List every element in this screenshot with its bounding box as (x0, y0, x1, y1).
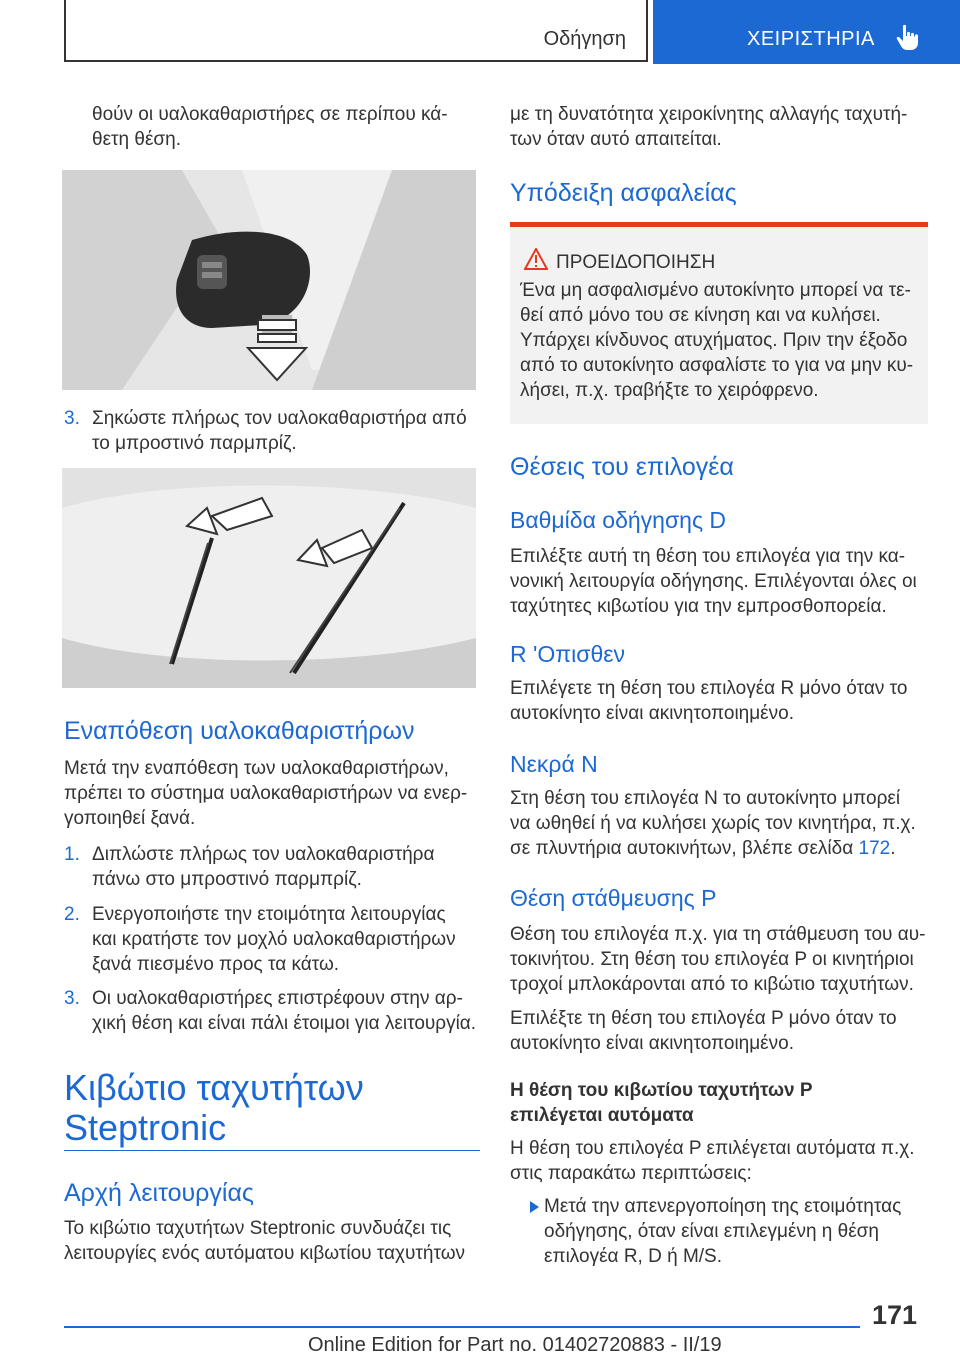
r-paragraph: Επιλέγετε τη θέση του επιλογέα R μόνο όταν το αυτοκίνητο είναι ακινητοποιημένο. (510, 678, 908, 724)
wipers-raised-figure (62, 468, 476, 688)
steptronic-chapter-title: Κιβώτιο ταχυτήτων Steptronic (64, 1067, 364, 1148)
deposit-step-2: 2. Ενεργοποιήστε την ετοιμότητα λειτουργίας και κρατήστε τον μοχλό υαλοκαθαριστήρων ξανά πιεσμένο προς τα κάτω. (64, 904, 456, 975)
p-paragraph-2: Επιλέξτε τη θέση του επιλογέα P μόνο όταν το αυτοκίνητο είναι ακινητοποιημένο. (510, 1008, 897, 1054)
step-number: 3. (64, 408, 80, 429)
deposit-heading: Εναπόθεση υαλοκαθαριστήρων (64, 717, 415, 745)
deposit-paragraph: Μετά την εναπόθεση των υαλοκαθαριστήρων, πρέπει το σύστημα υαλοκαθαριστήρων να ενερ- γοποιηθεί ξανά. (64, 758, 468, 829)
right-continuation: με τη δυνατότητα χειροκίνητης αλλαγής ταχυτή- των όταν αυτό απαιτείται. (510, 104, 908, 150)
hand-pointer-icon (893, 22, 923, 52)
bullet-item: Μετά την απενεργοποίηση της ετοιμότητας οδήγησης, όταν είναι επιλεγμένη η θέση επιλογέα R, D ή M/S. (510, 1194, 928, 1269)
step-number: 1. (64, 844, 80, 865)
r-heading-wrap (510, 640, 928, 668)
chapter-tab[interactable] (653, 0, 960, 64)
reverse-r-heading: R 'Οπισθεν (510, 641, 625, 667)
d-paragraph: Επιλέξτε αυτή τη θέση του επιλογέα για την κα- νονική λειτουργία οδήγησης. Επιλέγονται όλες οι ταχύτητες κιβωτίου για την εμπροσθοπορεία. (510, 546, 917, 617)
deposit-section (64, 716, 480, 746)
warning-triangle-icon (524, 248, 548, 270)
section-label: Οδήγηση (543, 28, 626, 50)
step-number: 3. (64, 988, 80, 1009)
section-header-box (64, 0, 648, 62)
neutral-n-heading: Νεκρά N (510, 751, 598, 777)
warning-bar (510, 222, 928, 227)
p-heading-wrap (510, 884, 928, 912)
wiper-sensor-figure (62, 170, 476, 390)
chapter-tab-label: ΧΕΙΡΙΣΤΗΡΙΑ (747, 28, 875, 50)
n-paragraph: Στη θέση του επιλογέα N το αυτοκίνητο μπορεί να ωθηθεί ή να κυλήσει χωρίς τον κινητήρα, π.χ. σε πλυντήρια αυτοκινήτων, βλέπε σελίδα 172. (510, 788, 916, 859)
step-3-lift: 3. Σηκώστε πλήρως τον υαλοκαθαριστήρα από το μπροστινό παρμπρίζ. (64, 408, 467, 454)
page-number: 171 (872, 1300, 918, 1330)
auto-p-heading: Η θέση του κιβωτίου ταχυτήτων P επιλέγεται αυτόματα (510, 1080, 813, 1126)
page-header (0, 0, 960, 64)
p-paragraph: Θέση του επιλογέα π.χ. για τη στάθμευση του αυ- τοκινήτου. Στη θέση του επιλογέα P οι κινητήριοι τροχοί μπλοκάρονται από το κιβώτιο ταχυτήτων. (510, 924, 926, 995)
n-heading-wrap (510, 750, 928, 778)
safety-heading-wrap (510, 178, 928, 208)
positions-heading: Θέσεις του επιλογέα (510, 453, 734, 481)
safety-heading: Υπόδειξη ασφαλείας (510, 179, 737, 207)
warning-box (510, 222, 928, 424)
deposit-step-1: 1. Διπλώστε πλήρως τον υαλοκαθαριστήρα πάνω στο μπροστινό παρμπρίζ. (64, 844, 435, 890)
auto-p-paragraph: Η θέση του επιλογέα P επιλέγεται αυτόματα π.χ. στις παρακάτω περιπτώσεις: (510, 1138, 915, 1184)
warning-title: ΠΡΟΕΙΔΟΠΟΙΗΣΗ (556, 252, 716, 273)
principle-heading: Αρχή λειτουργίας (64, 1179, 254, 1207)
d-heading-wrap (510, 506, 928, 534)
bullet-triangle-icon (530, 1201, 539, 1213)
wipers-illustration (62, 468, 476, 688)
principle-heading-wrap (64, 1178, 480, 1208)
drive-d-heading: Βαθμίδα οδήγησης D (510, 507, 727, 533)
warning-text: Ένα μη ασφαλισμένο αυτοκίνητο μπορεί να τε- θεί από μόνο του σε κίνηση και να κυλήσει. Υπάρχει κίνδυνος ατυχήματος. Πριν την έξοδο από το αυτοκίνητο ασφαλίστε το για να μην κυ- λήσει, π.χ. τραβήξτε το χειρόφρενο. (520, 280, 914, 401)
edition-text: Online Edition for Part no. 01402720883 - II/19 (308, 1334, 722, 1356)
intro-text: θούν οι υαλοκαθαριστήρες σε περίπου κά- θετη θέση. (92, 104, 448, 150)
footer-rule (64, 1326, 860, 1328)
positions-heading-wrap (510, 452, 928, 482)
page-link-172[interactable]: 172 (858, 838, 891, 859)
step-number: 2. (64, 904, 80, 925)
deposit-step-3: 3. Οι υαλοκαθαριστήρες επιστρέφουν στην αρ- χική θέση και είναι πάλι έτοιμοι για λειτουργία. (64, 988, 477, 1034)
principle-paragraph: Το κιβώτιο ταχυτήτων Steptronic συνδυάζει τις λειτουργίες ενός αυτόματου κιβωτίου ταχυτήτων (64, 1218, 466, 1264)
chapter-title-rule (64, 1150, 480, 1151)
park-p-heading: Θέση στάθμευσης P (510, 885, 717, 911)
wiper-sensor-illustration (62, 170, 476, 390)
